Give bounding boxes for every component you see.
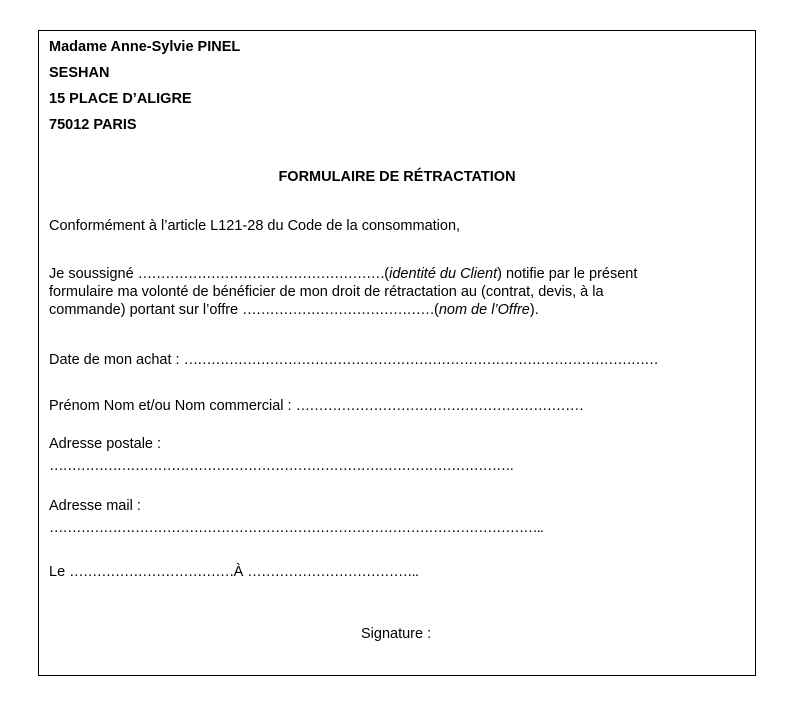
name-field[interactable]: ………………………………………………………: [295, 398, 584, 414]
declaration-prefix: Je soussigné: [49, 266, 138, 282]
client-identity-dots[interactable]: ………………………………………………: [137, 266, 385, 282]
offer-name-dots[interactable]: ……………………………………: [242, 302, 434, 318]
place-date-row: [49, 563, 418, 581]
declaration-line-3: [49, 301, 539, 319]
retractation-form: [38, 30, 756, 676]
email-label: Adresse mail :: [49, 498, 141, 514]
name-row: [49, 397, 583, 415]
recipient-city: 75012 PARIS: [49, 117, 137, 133]
place-field[interactable]: ………………………………..: [247, 564, 419, 580]
declaration-line-1: [49, 265, 637, 283]
legal-reference: Conformément à l’article L121-28 du Code de la consommation,: [49, 218, 461, 234]
email-field[interactable]: ………………………………………………………………………………………………..: [49, 520, 543, 536]
declaration-suffix: ) notifie par le présent: [497, 266, 638, 282]
offer-prefix: commande) portant sur l’offre: [49, 302, 243, 318]
paren-open: (: [433, 302, 439, 318]
signature-label: Signature :: [361, 626, 432, 642]
a-label: À: [233, 564, 248, 580]
purchase-date-field[interactable]: ……………………………………………………………………………………………: [183, 352, 658, 368]
le-label: Le: [49, 564, 70, 580]
form-title: FORMULAIRE DE RÉTRACTATION: [278, 169, 516, 185]
client-identity-placeholder: identité du Client: [389, 266, 498, 282]
recipient-street: 15 PLACE D’ALIGRE: [49, 91, 192, 107]
recipient-company: SESHAN: [49, 65, 110, 81]
name-label: Prénom Nom et/ou Nom commercial :: [49, 398, 296, 414]
paren-open: (: [384, 266, 390, 282]
declaration-line-2: formulaire ma volonté de bénéficier de mon droit de rétractation au (contrat, devis, à la: [49, 284, 604, 300]
postal-address-label: Adresse postale :: [49, 436, 162, 452]
offer-suffix: ).: [529, 302, 539, 318]
recipient-name: Madame Anne-Sylvie PINEL: [49, 39, 241, 55]
postal-address-field[interactable]: ………………………………………………………………………………………….: [49, 458, 513, 474]
purchase-date-label: Date de mon achat :: [49, 352, 184, 368]
offer-name-placeholder: nom de l’Offre: [438, 302, 530, 318]
date-field[interactable]: ………………………………: [69, 564, 234, 580]
purchase-date-row: [49, 351, 658, 369]
